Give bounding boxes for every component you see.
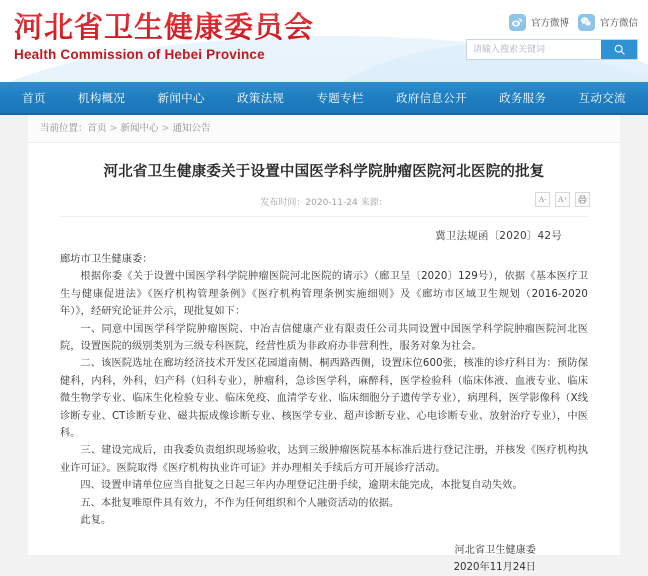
search-button[interactable] (601, 40, 637, 59)
breadcrumb-separator-1: > (110, 123, 118, 134)
weibo-label: 官方微博 (531, 15, 569, 29)
search-icon (613, 43, 626, 56)
site-header (0, 0, 648, 82)
signature-org: 河北省卫生健康委 (60, 542, 536, 559)
article-divider (60, 216, 588, 217)
social-links (466, 12, 638, 32)
wechat-link[interactable] (578, 14, 638, 31)
search-bar (466, 39, 638, 60)
body-paragraph-3: 二、该医院选址在廊坊经济技术开发区花园道南侧、桐西路西侧，设置床位600张，核准的诊疗科目为：预防保健科，内科，外科，妇产科（妇科专业），肿瘤科，急诊医学科，麻醉科，医学检验科（临床体液、血液专业、临床微生物学专业、临床生化检验专业、临床免疫、血清学专业、临床细胞分子遗传学专业），病理科，医学影像科（X线诊断专业、CT诊断专业、磁共振成像诊断专业、核医学专业、超声诊断专业、心电诊断专业、放射治疗专业），中医科。 (60, 355, 588, 442)
nav-item-home[interactable]: 首页 (20, 90, 48, 106)
main-navigation (0, 82, 648, 113)
body-paragraph-4: 三、建设完成后，由我委负责组织现场验收，达到三级肿瘤医院基本标准后进行登记注册，并核发《医疗机构执业许可证》。医院取得《医疗机构执业许可证》并办理相关手续后方可开展诊疗活动。 (60, 442, 588, 477)
font-decrease-button[interactable] (535, 192, 550, 207)
nav-item-disclosure[interactable]: 政府信息公开 (394, 90, 469, 106)
breadcrumb-item-announcements[interactable]: 通知公告 (172, 123, 210, 134)
nav-item-interaction[interactable]: 互动交流 (577, 90, 628, 106)
body-paragraph-6: 五、本批复唯原件具有效力，不作为任何组织和个人融资活动的依据。 (60, 495, 588, 512)
main-shell (0, 115, 648, 555)
site-logo[interactable] (14, 9, 314, 62)
page-title: 河北省卫生健康委关于设置中国医学科学院肿瘤医院河北医院的批复 (60, 161, 588, 183)
site-name-english: Health Commission of Hebei Province (14, 47, 314, 62)
breadcrumb-prefix: 当前位置： (40, 123, 88, 134)
wechat-label: 官方微信 (600, 15, 638, 29)
font-decrease-mark: - (544, 197, 546, 203)
print-button[interactable] (575, 192, 590, 207)
breadcrumb-item-news[interactable]: 新闻中心 (121, 123, 159, 134)
salutation: 廊坊市卫生健康委： (60, 251, 588, 268)
signature-block (60, 542, 588, 576)
signature-date: 2020年11月24日 (60, 559, 536, 576)
nav-item-policies[interactable]: 政策法规 (235, 90, 286, 106)
nav-item-topics[interactable]: 专题专栏 (314, 90, 365, 106)
font-increase-label: A (558, 195, 564, 204)
breadcrumb-item-home[interactable]: 首页 (88, 123, 107, 134)
body-paragraph-5: 四、设置申请单位应当自批复之日起三年内办理登记注册手续，逾期未能完成，本批复自动失效。 (60, 477, 588, 494)
body-paragraph-1: 根据你委《关于设置中国医学科学院肿瘤医院河北医院的请示》（廊卫呈〔2020〕129号），依据《基本医疗卫生与健康促进法》《医疗机构管理条例》《医疗机构管理条例实施细则》及《廊坊市区域卫生规划（2016-2020年）》，经研究论证并公示，现批复如下： (60, 268, 588, 320)
weibo-link[interactable] (509, 14, 569, 31)
font-decrease-label: A (539, 195, 545, 204)
article-body (60, 251, 588, 530)
header-utility-area (466, 12, 638, 60)
left-gutter (0, 115, 28, 555)
weibo-icon (509, 14, 526, 31)
article (28, 143, 620, 576)
document-number: 冀卫法规函〔2020〕42号 (60, 228, 588, 243)
nav-item-services[interactable]: 政务服务 (497, 90, 548, 106)
nav-item-news[interactable]: 新闻中心 (156, 90, 207, 106)
wechat-icon (578, 14, 595, 31)
content-card (28, 115, 620, 555)
breadcrumb-separator-2: > (162, 123, 170, 134)
font-increase-mark: + (564, 197, 567, 203)
article-meta-text: 发布时间：2020-11-24 来源： (260, 198, 387, 208)
body-paragraph-2: 一、同意中国医学科学院肿瘤医院、中冶吉信健康产业有限责任公司共同设置中国医学科学院肿瘤医院河北医院，设置医院的级别类别为三级专科医院，经营性质为非政府办非营利性，服务对象为社会。 (60, 321, 588, 356)
article-meta-row (60, 192, 588, 210)
breadcrumb (28, 115, 620, 143)
site-name-chinese: 河北省卫生健康委员会 (14, 9, 314, 45)
search-input[interactable] (467, 40, 601, 59)
article-tools (535, 192, 590, 207)
printer-icon (578, 195, 587, 204)
font-increase-button[interactable] (555, 192, 570, 207)
body-paragraph-7: 此复。 (60, 512, 588, 529)
right-gutter (620, 115, 648, 555)
nav-item-about[interactable]: 机构概况 (76, 90, 127, 106)
